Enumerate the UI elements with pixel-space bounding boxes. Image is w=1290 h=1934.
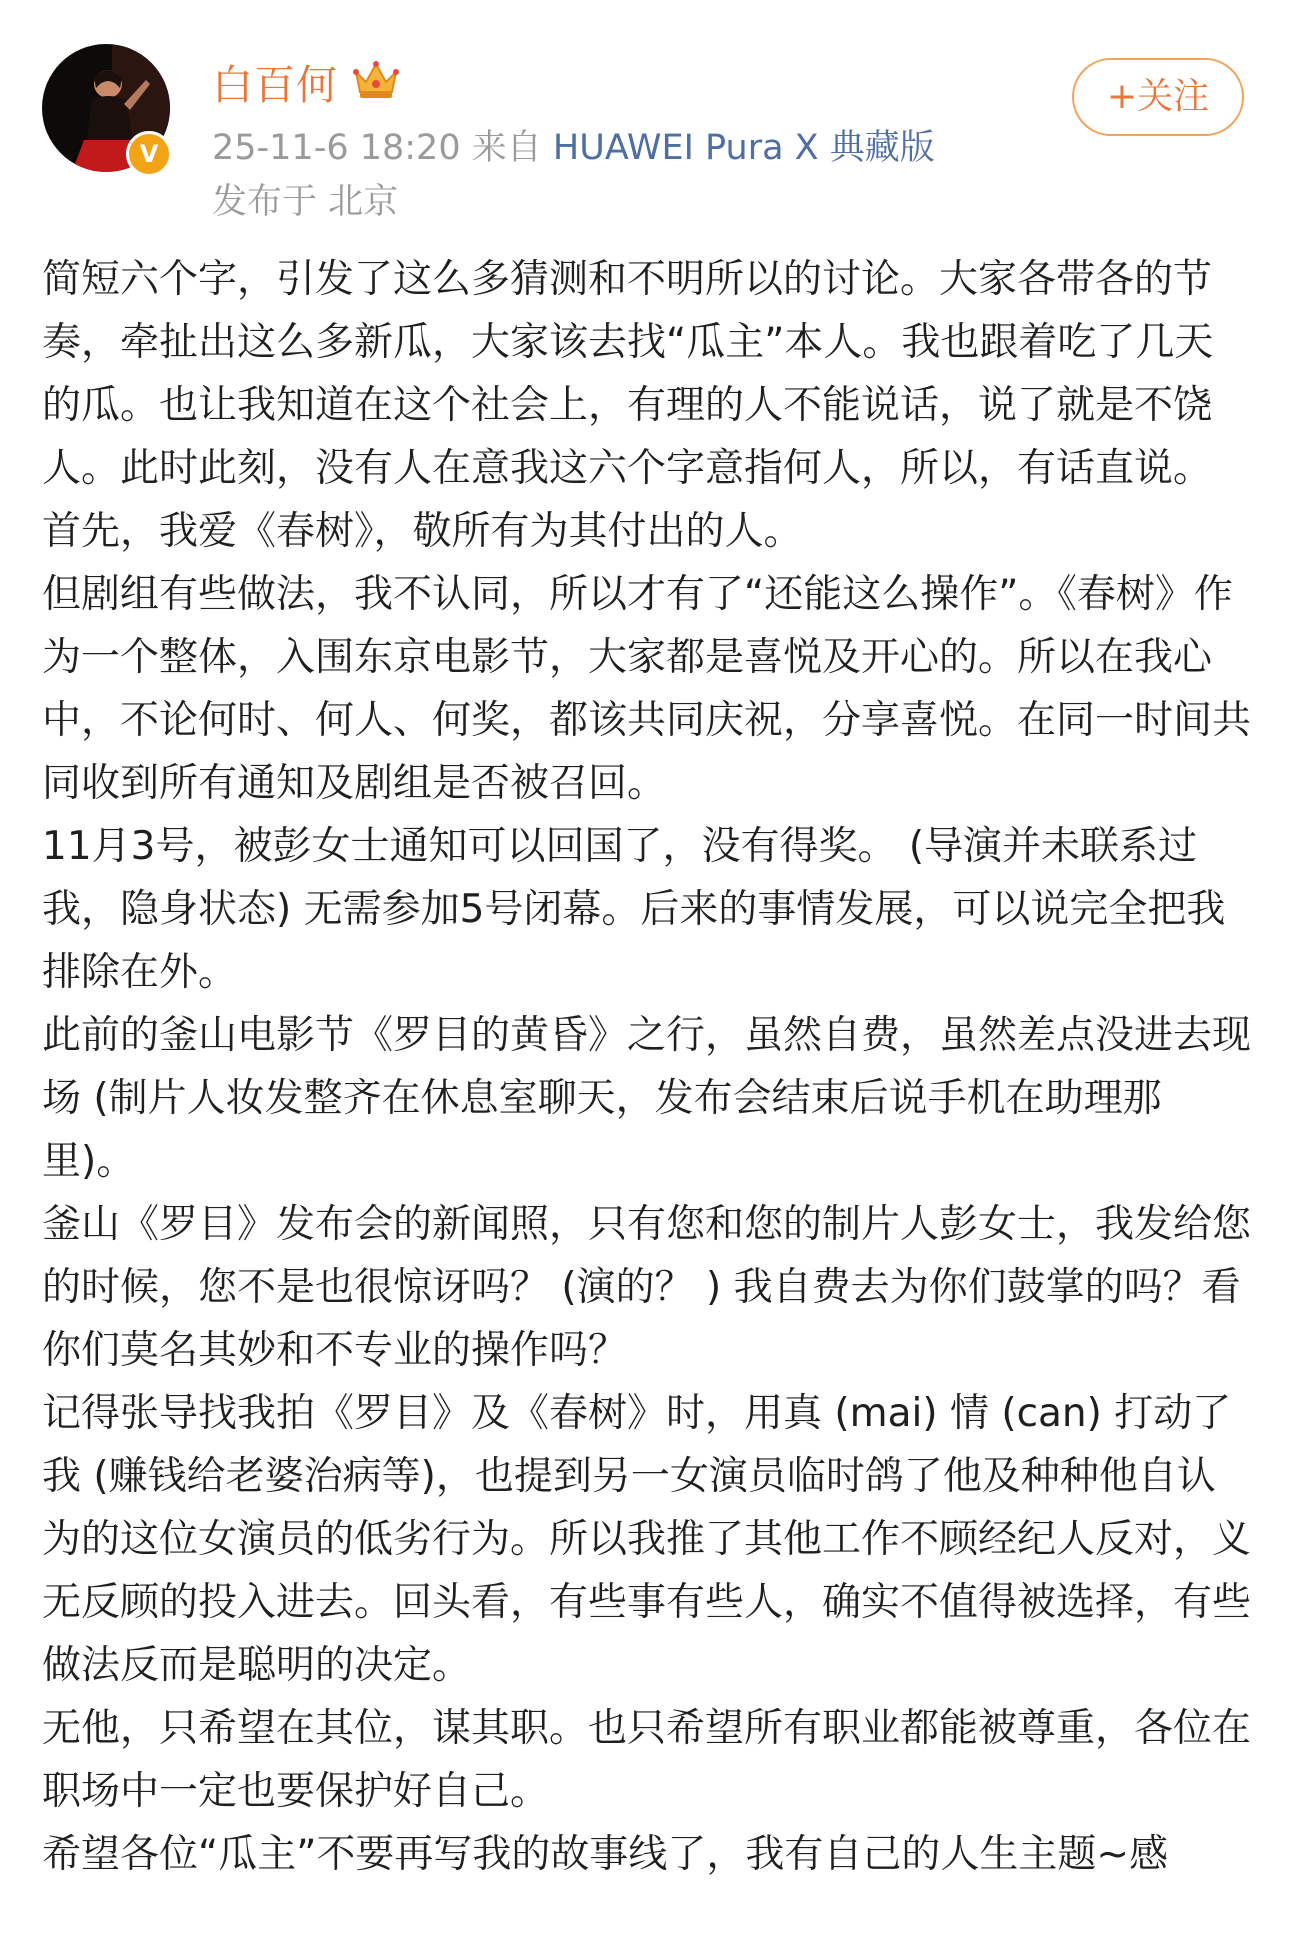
post-paragraph: 无他，只希望在其位，谋其职。也只希望所有职业都能被尊重，各位在职场中一定也要保护好自己。 xyxy=(42,1706,1252,1814)
crown-icon xyxy=(352,58,400,100)
device-link[interactable]: HUAWEI Pura X 典藏版 xyxy=(552,128,935,168)
post-paragraph: 首先，我爱《春树》，敬所有为其付出的人。 xyxy=(42,509,803,554)
post-location: 发布于 北京 xyxy=(212,182,399,222)
source-prefix: 来自 xyxy=(471,128,542,168)
post-paragraph: 此前的釜山电影节《罗目的黄昏》之行，虽然自费，虽然差点没进去现场 (制片人妆发整齐在休息室聊天，发布会结束后说手机在助理那里)。 xyxy=(42,1013,1252,1184)
post-paragraph: 但剧组有些做法，我不认同，所以才有了“还能这么操作”。《春树》作为一个整体，入围东京电影节，大家都是喜悦及开心的。所以在我心中，不论何时、何人、何奖，都该共同庆祝，分享喜悦。在同一时间共同收到所有通知及剧组是否被召回。 xyxy=(42,572,1252,806)
post-paragraph: 希望各位“瓜主”不要再写我的故事线了，我有自己的人生主题~感 xyxy=(42,1832,1169,1877)
follow-button[interactable]: +关注 xyxy=(1072,58,1244,136)
post-paragraph: 釜山《罗目》发布会的新闻照，只有您和您的制片人彭女士，我发给您的时候，您不是也很惊讶吗？ (演的？ ) 我自费去为你们鼓掌的吗？看你们莫名其妙和不专业的操作吗？ xyxy=(42,1202,1252,1373)
verified-badge-icon: V xyxy=(126,131,172,177)
post-paragraph: 简短六个字，引发了这么多猜测和不明所以的讨论。大家各带各的节奏，牵扯出这么多新瓜，大家该去找“瓜主”本人。我也跟着吃了几天的瓜。也让我知道在这个社会上，有理的人不能说话，说了就是不饶人。此时此刻，没有人在意我这六个字意指何人，所以，有话直说。 xyxy=(42,257,1214,491)
post-paragraph: 11月3号，被彭女士通知可以回国了，没有得奖。 (导演并未联系过我，隐身状态) 无需参加5号闭幕。后来的事情发展，可以说完全把我排除在外。 xyxy=(42,824,1226,995)
post-body xyxy=(42,248,1252,1886)
post-meta xyxy=(212,120,935,170)
post-timestamp: 25-11-6 18:20 xyxy=(212,128,461,168)
post-header xyxy=(0,0,1290,230)
username[interactable]: 白百何 xyxy=(212,61,338,109)
post-paragraph: 记得张导找我拍《罗目》及《春树》时，用真 (mai) 情 (can) 打动了我 (赚钱给老婆治病等)，也提到另一女演员临时鸽了他及种种他自认为的这位女演员的低劣行为。所以我推了其他工作不顾经纪人反对，义无反顾的投入进去。回头看，有些事有些人，确实不值得被选择，有些做法反而是聪明的决定。 xyxy=(42,1391,1252,1688)
